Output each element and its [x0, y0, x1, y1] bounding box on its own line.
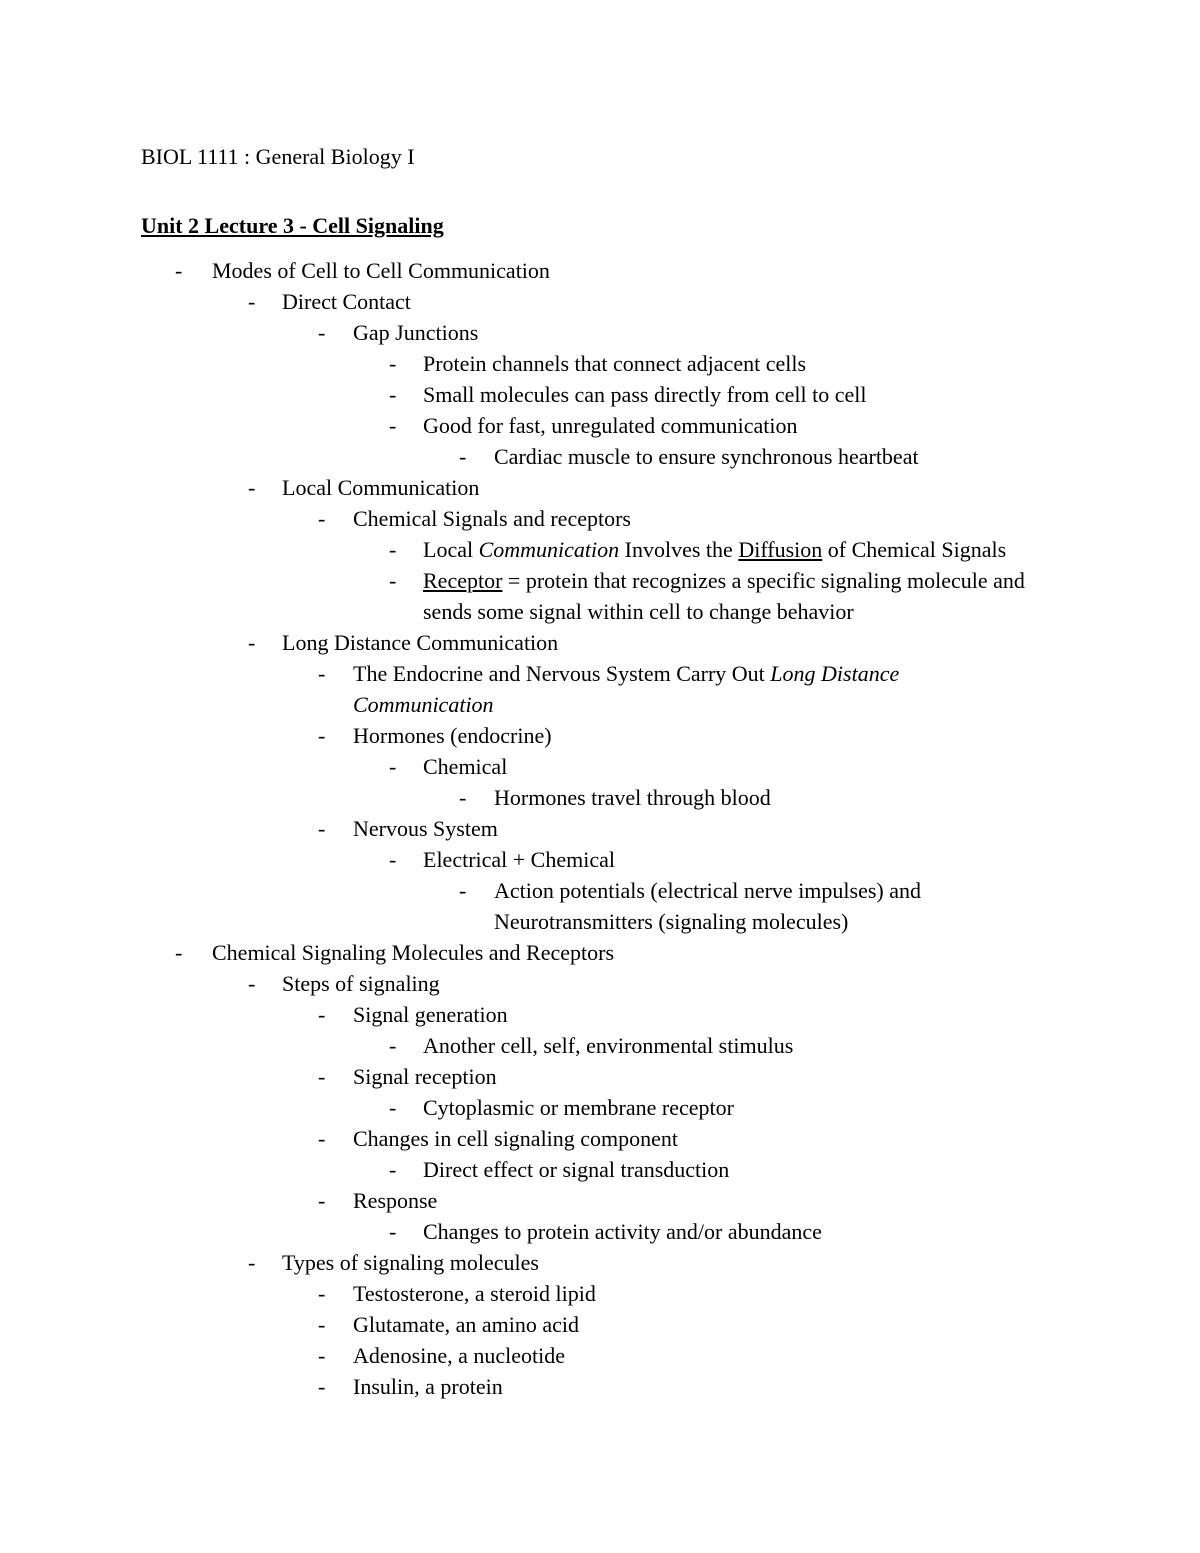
outline-item-text: Local Communication: [282, 475, 480, 500]
outline-item: [0, 1030, 1200, 1061]
lecture-title: Unit 2 Lecture 3 - Cell Signaling: [141, 213, 444, 238]
bullet-dash: -: [389, 351, 397, 376]
bullet-dash: -: [459, 878, 467, 903]
text-run: Communication: [478, 537, 620, 562]
outline-item: [0, 658, 1200, 720]
outline-item: [0, 1185, 1200, 1216]
outline-item-text: Nervous System: [353, 816, 498, 841]
bullet-dash: -: [389, 1033, 397, 1058]
outline-item-text: Steps of signaling: [282, 971, 440, 996]
bullet-dash: -: [389, 537, 397, 562]
outline-item: [0, 1371, 1200, 1402]
outline-item: [0, 472, 1200, 503]
bullet-dash: -: [389, 754, 397, 779]
outline-item: [0, 255, 1200, 286]
outline-item: [0, 968, 1200, 999]
bullet-dash: -: [389, 568, 397, 593]
bullet-dash: -: [318, 1343, 326, 1368]
outline-item-text: Types of signaling molecules: [282, 1250, 539, 1275]
outline-item-text: [423, 565, 1063, 627]
text-run: Receptor: [423, 568, 503, 593]
outline-item: [0, 1340, 1200, 1371]
outline-item-text: Gap Junctions: [353, 320, 479, 345]
outline-item-text: [423, 534, 1063, 565]
bullet-dash: -: [248, 971, 256, 996]
text-run: Diffusion: [738, 537, 823, 562]
outline-item: [0, 441, 1200, 472]
bullet-dash: -: [248, 475, 256, 500]
outline-item-text: Chemical Signaling Molecules and Receptors: [212, 940, 615, 965]
bullet-dash: -: [175, 940, 183, 965]
outline-item: [0, 348, 1200, 379]
outline-item-text: Hormones (endocrine): [353, 723, 552, 748]
bullet-dash: -: [389, 1095, 397, 1120]
outline-item: [0, 1309, 1200, 1340]
text-run: Long Distance Communication: [353, 661, 900, 717]
bullet-dash: -: [175, 258, 183, 283]
bullet-dash: -: [318, 1312, 326, 1337]
text-run: The Endocrine and Nervous System Carry Out: [353, 661, 771, 686]
outline-item-text: Chemical Signals and receptors: [353, 506, 631, 531]
text-run: of Chemical Signals: [822, 537, 1007, 562]
bullet-dash: -: [318, 1064, 326, 1089]
outline-item: [0, 1123, 1200, 1154]
outline-item-text: Cardiac muscle to ensure synchronous heartbeat: [494, 444, 919, 469]
outline-item-text: Signal reception: [353, 1064, 497, 1089]
outline-item: [0, 286, 1200, 317]
bullet-dash: -: [248, 289, 256, 314]
outline-item-text: Modes of Cell to Cell Communication: [212, 258, 550, 283]
outline-item: [0, 627, 1200, 658]
outline-item-text: Signal generation: [353, 1002, 508, 1027]
outline-item-text: Small molecules can pass directly from cell to cell: [423, 382, 867, 407]
outline-item: [0, 844, 1200, 875]
outline-item-text: Direct Contact: [282, 289, 411, 314]
outline-item-text: Direct effect or signal transduction: [423, 1157, 730, 1182]
bullet-dash: -: [318, 1281, 326, 1306]
notes-outline: [0, 255, 1200, 1402]
bullet-dash: -: [248, 1250, 256, 1275]
outline-item-text: Testosterone, a steroid lipid: [353, 1281, 596, 1306]
bullet-dash: -: [318, 1188, 326, 1213]
bullet-dash: -: [389, 1157, 397, 1182]
outline-item-text: [353, 658, 993, 720]
bullet-dash: -: [248, 630, 256, 655]
bullet-dash: -: [318, 1126, 326, 1151]
outline-item-text: Another cell, self, environmental stimulus: [423, 1033, 794, 1058]
outline-item-text: Action potentials (electrical nerve impulses) and Neurotransmitters (signaling molecules): [494, 878, 922, 934]
bullet-dash: -: [389, 382, 397, 407]
outline-item: [0, 813, 1200, 844]
outline-item: [0, 782, 1200, 813]
bullet-dash: -: [318, 320, 326, 345]
outline-item-text: Good for fast, unregulated communication: [423, 413, 798, 438]
bullet-dash: -: [389, 1219, 397, 1244]
outline-item-text: Long Distance Communication: [282, 630, 559, 655]
outline-item-text: Adenosine, a nucleotide: [353, 1343, 565, 1368]
outline-item: [0, 999, 1200, 1030]
outline-item-text: Chemical: [423, 754, 508, 779]
bullet-dash: -: [459, 444, 467, 469]
bullet-dash: -: [389, 847, 397, 872]
outline-item: [0, 317, 1200, 348]
outline-item-text: Cytoplasmic or membrane receptor: [423, 1095, 734, 1120]
outline-item: [0, 1247, 1200, 1278]
bullet-dash: -: [318, 723, 326, 748]
outline-item: [0, 503, 1200, 534]
bullet-dash: -: [318, 1002, 326, 1027]
text-run: Involves the: [619, 537, 739, 562]
outline-item-text: Changes to protein activity and/or abundance: [423, 1219, 822, 1244]
outline-item: [0, 751, 1200, 782]
outline-item: [0, 1216, 1200, 1247]
outline-item-text: Insulin, a protein: [353, 1374, 503, 1399]
bullet-dash: -: [459, 785, 467, 810]
outline-item: [0, 1092, 1200, 1123]
outline-item-text: Glutamate, an amino acid: [353, 1312, 580, 1337]
outline-item: [0, 1154, 1200, 1185]
outline-item: [0, 410, 1200, 441]
outline-item-text: Changes in cell signaling component: [353, 1126, 679, 1151]
outline-item-text: Hormones travel through blood: [494, 785, 771, 810]
outline-item-text: Electrical + Chemical: [423, 847, 615, 872]
outline-item: [0, 379, 1200, 410]
bullet-dash: -: [389, 413, 397, 438]
text-run: = protein that recognizes a specific signaling molecule and sends some signal within cell to change behavior: [423, 568, 1025, 624]
outline-item: [0, 720, 1200, 751]
bullet-dash: -: [318, 816, 326, 841]
outline-item: [0, 565, 1200, 627]
outline-item: [0, 1278, 1200, 1309]
course-heading: BIOL 1111 : General Biology I: [141, 144, 415, 169]
outline-item: [0, 534, 1200, 565]
outline-item-text: Response: [353, 1188, 438, 1213]
bullet-dash: -: [318, 1374, 326, 1399]
bullet-dash: -: [318, 506, 326, 531]
outline-item-text: Protein channels that connect adjacent cells: [423, 351, 807, 376]
outline-item: [0, 1061, 1200, 1092]
outline-item: [0, 937, 1200, 968]
bullet-dash: -: [318, 661, 326, 686]
text-run: Local: [423, 537, 479, 562]
outline-item: [0, 875, 1200, 937]
